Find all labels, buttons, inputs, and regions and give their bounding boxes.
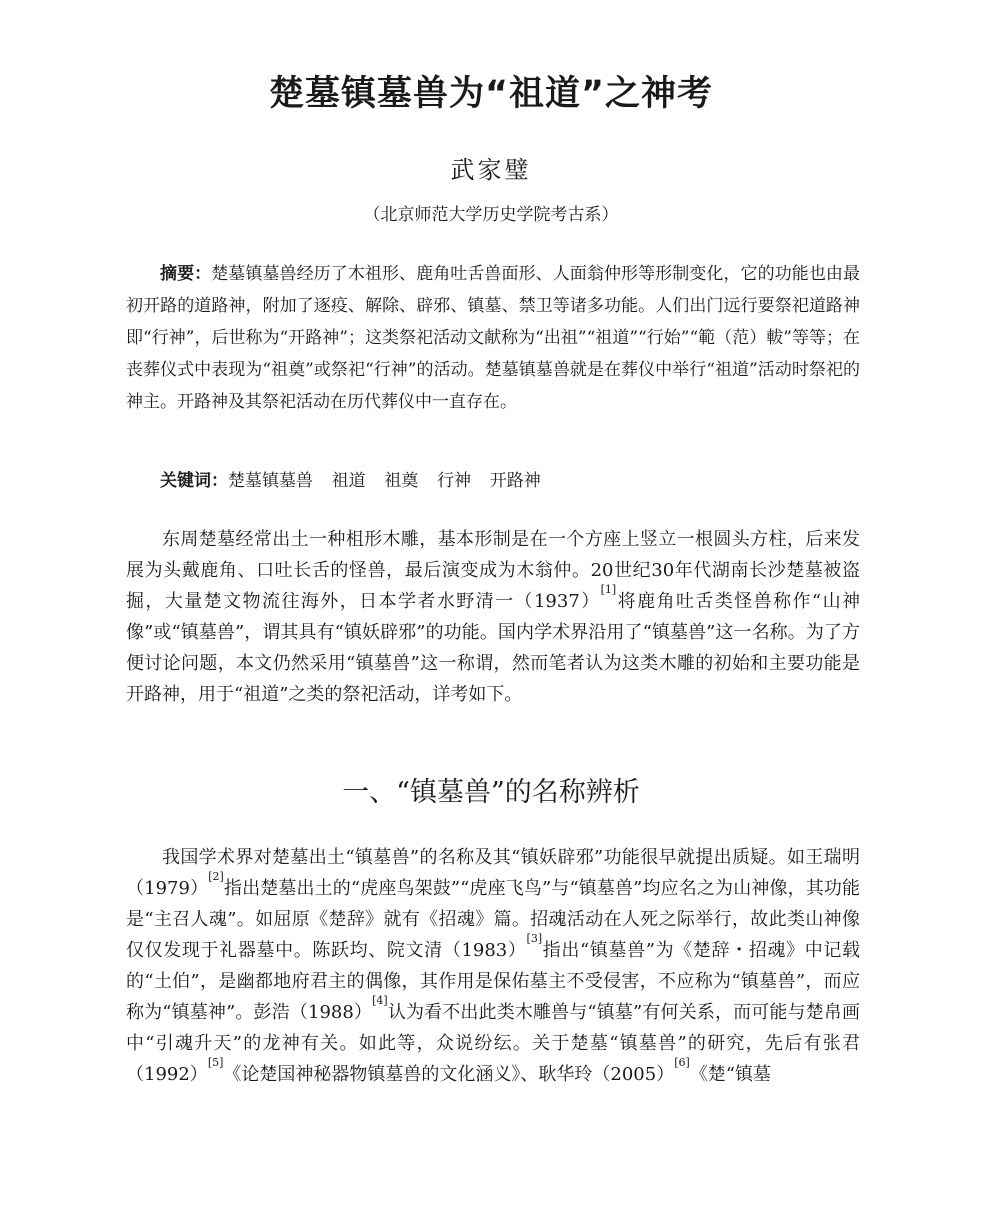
keyword-item: 楚墓镇墓兽 xyxy=(228,471,313,491)
citation-ref: [1] xyxy=(600,583,617,596)
paragraph-text: 指出“镇墓兽”为《楚辞・招魂》中记载的“土伯”，是幽都地府君主的偶像，其作用是保佑墓主不受侵害，不应称为“镇墓兽”，而应称为“镇墓神”。彭浩（1988） xyxy=(126,940,861,1023)
body-paragraph-2 xyxy=(126,842,860,1090)
body-paragraph-1 xyxy=(126,524,860,710)
paragraph-text: 我国学术界对楚墓出土“镇墓兽”的名称及其“镇妖辟邪”功能很早就提出质疑。如王瑞明（1979） xyxy=(126,847,860,899)
keywords xyxy=(126,465,860,497)
author-affiliation: （北京师范大学历史学院考古系） xyxy=(363,205,619,225)
keyword-item: 开路神 xyxy=(489,471,541,491)
author-name: 武家璧 xyxy=(450,156,532,184)
paragraph-text: 将鹿角吐舌类怪兽称作“山神像”或“镇墓兽”，谓其具有“镇妖辟邪”的功能。国内学术界沿用了“镇墓兽”这一名称。为了方便讨论问题，本文仍然采用“镇墓兽”这一称谓，然而笔者认为这类木雕的初始和主要功能是开路神，用于“祖道”之类的祭祀活动，详考如下。 xyxy=(126,591,860,705)
abstract-label: 摘要： xyxy=(160,264,212,284)
paragraph-text: 《论楚国神秘器物镇墓兽的文化涵义》、耿华玲（2005） xyxy=(223,1064,675,1085)
section-heading: 一、“镇墓兽”的名称辨析 xyxy=(342,777,640,808)
citation-ref: [3] xyxy=(526,932,543,945)
paragraph-text: 认为看不出此类木雕兽与“镇墓”有何关系，而可能与楚帛画中“引魂升天”的龙神有关。如此等，众说纷纭。关于楚墓“镇墓兽”的研究，先后有张君（1992） xyxy=(126,1002,860,1085)
paragraph-text: 指出楚墓出土的“虎座鸟架鼓”“虎座飞鸟”与“镇墓兽”均应名之为山神像，其功能是“主召人魂”。如屈原《楚辞》就有《招魂》篇。招魂活动在人死之际举行，故此类山神像仅仅发现于礼器墓中。陈跃均、院文清（1983） xyxy=(126,878,860,961)
keyword-item: 祖道 xyxy=(331,471,366,491)
paragraph-text: 《楚“镇墓 xyxy=(689,1064,772,1085)
keyword-item: 行神 xyxy=(437,471,472,491)
citation-ref: [4] xyxy=(372,994,388,1007)
abstract xyxy=(126,258,860,418)
paragraph-text: 东周楚墓经常出土一种柤形木雕，基本形制是在一个方座上竖立一根圆头方柱，后来发展为头戴鹿角、口吐长舌的怪兽，最后演变成为木翁仲。20世纪30年代湖南长沙楚墓被盗掘，大量楚文物流往海外，日本学者水野清一（1937） xyxy=(126,529,860,612)
keyword-item: 祖奠 xyxy=(384,471,419,491)
keywords-label: 关键词： xyxy=(160,471,228,491)
citation-ref: [2] xyxy=(208,870,224,883)
citation-ref: [6] xyxy=(674,1056,690,1069)
citation-ref: [5] xyxy=(207,1056,224,1069)
abstract-text: 楚墓镇墓兽经历了木祖形、鹿角吐舌兽面形、人面翁仲形等形制变化，它的功能也由最初开路的道路神，附加了逐疫、解除、辟邪、镇墓、禁卫等诸多功能。人们出门远行要祭祀道路神即“行神”，后世称为“开路神”；这类祭祀活动文献称为“出祖”“祖道”“行始”“範（范）軷”等等；在丧葬仪式中表现为“祖奠”或祭祀“行神”的活动。楚墓镇墓兽就是在葬仪中举行“祖道”活动时祭祀的神主。开路神及其祭祀活动在历代葬仪中一直存在。 xyxy=(126,264,861,412)
paper-title: 楚墓镇墓兽为“祖道”之神考 xyxy=(268,74,713,114)
